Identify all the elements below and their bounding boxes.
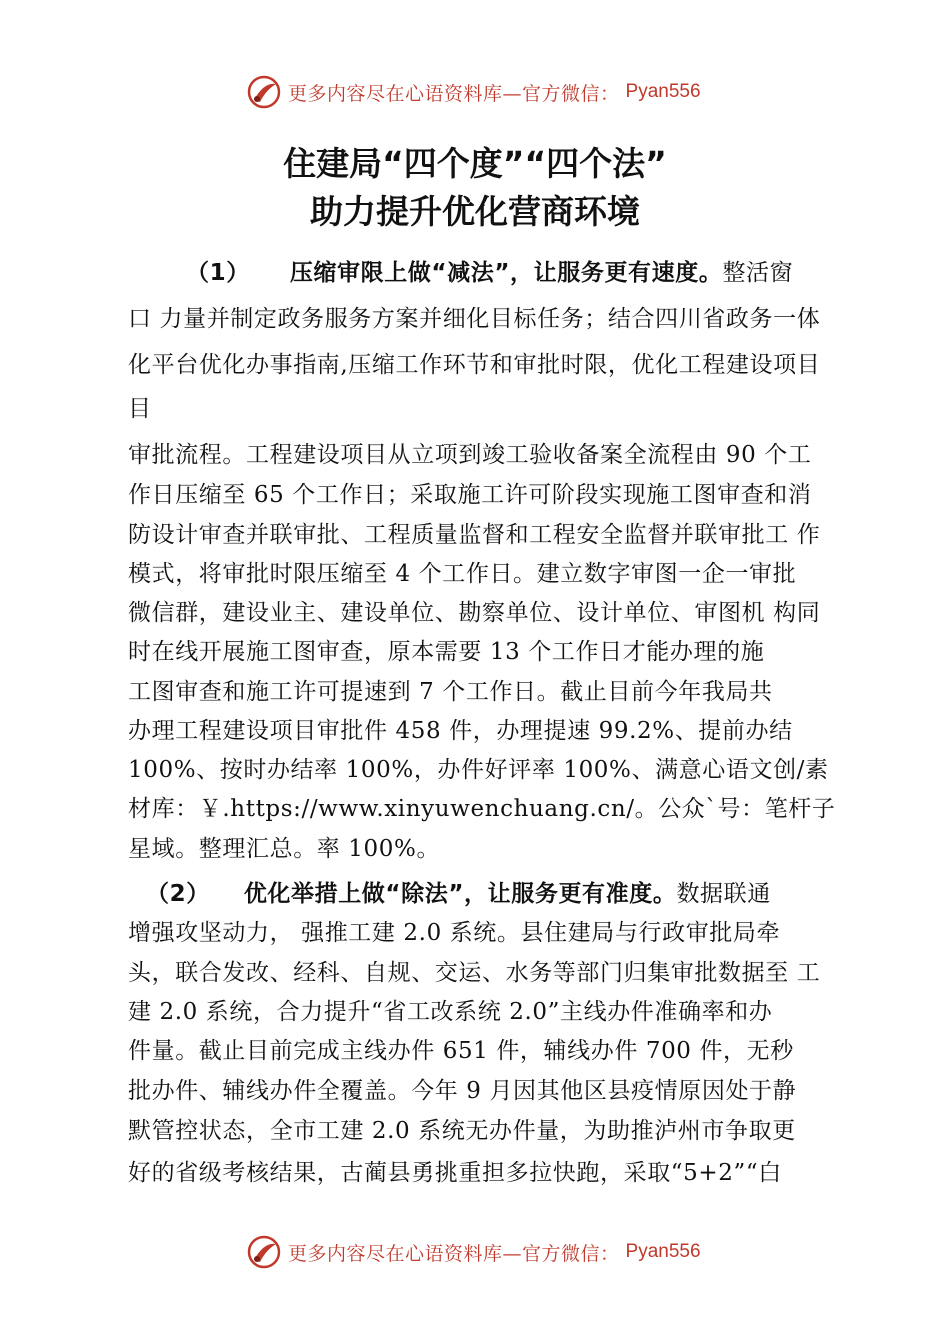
section2-line-5: 批办件、辅线办件全覆盖。今年 9 月因其他区县疫情原因处于静 <box>128 1078 797 1104</box>
section1-line-12: 100%、按时办结率 100%，办件好评率 100%、满意心语文创/素 <box>128 757 829 783</box>
section2-heading-line <box>128 879 858 909</box>
section1-line-4: 审批流程。工程建设项目从立项到竣工验收备案全流程由 90 个工 <box>128 442 812 468</box>
watermark-banner-top <box>246 72 701 112</box>
section1-line-0: 整活窗 <box>722 260 794 286</box>
section1-line-5: 作日压缩至 65 个工作日；采取施工许可阶段实现施工图审查和消 <box>128 482 812 508</box>
brush-logo-icon <box>246 74 282 110</box>
section2-number: （2） <box>146 881 210 907</box>
section1-line-1: 口 力量并制定政务服务方案并细化目标任务；结合四川省政务一体 <box>128 306 821 332</box>
section1-number: （1） <box>186 260 250 286</box>
section1-line-10: 工图审查和施工许可提速到 7 个工作日。截止目前今年我局共 <box>128 679 773 705</box>
watermark-text: 更多内容尽在心语资料库—官方微信： <box>288 82 620 105</box>
watermark-text: 更多内容尽在心语资料库—官方微信： <box>288 1242 620 1265</box>
section1-line-7: 模式，将审批时限压缩至 4 个工作日。建立数字审图一企一审批 <box>128 561 797 587</box>
section2-line-3: 建 2.0 系统，合力提升“省工改系统 2.0”主线办件准确率和办 <box>128 999 773 1025</box>
watermark-id: Pyan556 <box>625 1241 701 1262</box>
section1-line-2: 化平台优化办事指南,压缩工作环节和审批时限，优化工程建设项目 <box>128 352 821 378</box>
section1-line-9: 时在线开展施工图审查，原本需要 13 个工作日才能办理的施 <box>128 639 765 665</box>
brush-logo-icon <box>246 1234 282 1270</box>
section1-heading-line <box>128 258 858 288</box>
watermark-id: Pyan556 <box>625 81 701 102</box>
section1-line-8: 微信群，建设业主、建设单位、勘察单位、设计单位、审图机 构同 <box>128 600 821 626</box>
section1-line-6: 防设计审查并联审批、工程质量监督和工程安全监督并联审批工 作 <box>128 522 821 548</box>
doc-title-line2: 助力提升优化营商环境 <box>310 192 640 231</box>
section2-line-0: 数据联通 <box>676 881 771 907</box>
section1-line-14: 星域。整理汇总。率 100%。 <box>128 836 441 862</box>
section2-line-7: 好的省级考核结果，古蔺县勇挑重担多拉快跑，采取“5+2”“白 <box>128 1160 782 1186</box>
section1-line-3: 目 <box>128 396 152 422</box>
watermark-banner-bottom <box>246 1232 701 1272</box>
section2-line-1: 增强攻坚动力， 强推工建 2.0 系统。县住建局与行政审批局牵 <box>128 920 781 946</box>
section2-line-4: 件量。截止目前完成主线办件 651 件，辅线办件 700 件，无秒 <box>128 1038 794 1064</box>
section2-line-6: 默管控状态，全市工建 2.0 系统无办件量，为助推泸州市争取更 <box>128 1118 796 1144</box>
section1-line-11: 办理工程建设项目审批件 458 件，办理提速 99.2%、提前办结 <box>128 718 793 744</box>
section2-heading: 优化举措上做“除法”，让服务更有准度。 <box>243 881 677 907</box>
section1-line-13: 材库：￥.https://www.xinyuwenchuang.cn/。公众`号：笔杆子 <box>128 796 836 822</box>
section2-line-2: 头，联合发改、经科、自规、交运、水务等部门归集审批数据至 工 <box>128 960 821 986</box>
doc-title-line1: 住建局“四个度”“四个法” <box>283 144 667 183</box>
section1-heading: 压缩审限上做“减法”，让服务更有速度。 <box>289 260 723 286</box>
